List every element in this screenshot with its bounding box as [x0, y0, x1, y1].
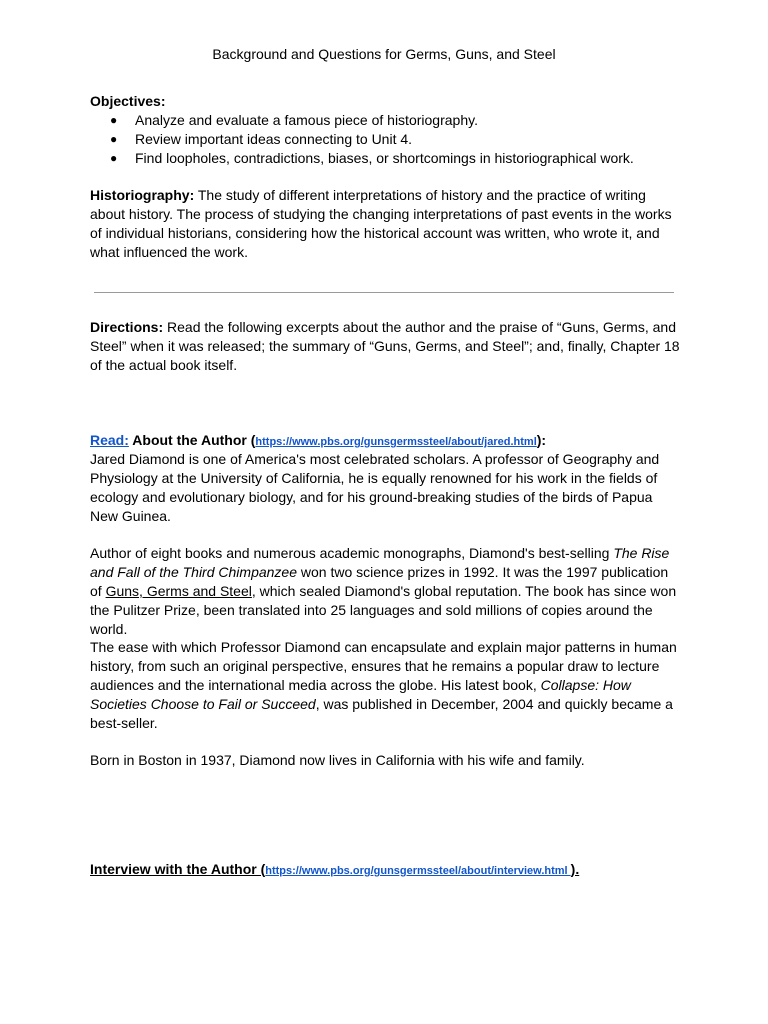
historiography-definition: The study of different interpretations of history and the practice of writing about history. The process of studying the changing interpretations of past events in the works of individual historians, considering how the historical account was written, who wrote it, and what influenced the work. [90, 187, 672, 260]
born-paragraph: Born in Boston in 1937, Diamond now lives in California with his wife and family. [90, 752, 585, 768]
list-item [110, 111, 634, 130]
objective-text: Analyze and evaluate a famous piece of historiography. [135, 112, 478, 128]
ease-text-1: The ease with which Professor Diamond can encapsulate and explain major patterns in human history, from such an original perspective, ensures that he remains a popular draw to lecture audiences and the international media across the globe. His latest book, [90, 639, 677, 693]
books-text-3: , which sealed Diamond's global reputation. The book has since won the Pulitzer Prize, been translated into 25 languages and sold millions of copies around the world. [90, 583, 677, 637]
author-bio-paragraph: Jared Diamond is one of America's most celebrated scholars. A professor of Geography and Physiology at the University of California, he is equally renowned for his work in the fields of ecology and evolutionary biology, and for his ground-breaking studies of the birds of Papua New Guinea. [90, 451, 660, 524]
books-text-2: won two science prizes in 1992. It was the 1997 publication of [90, 564, 669, 599]
list-item [110, 149, 634, 168]
objective-text: Find loopholes, contradictions, biases, or shortcomings in historiographical work. [135, 150, 634, 166]
directions-label: Directions: [90, 319, 164, 335]
bullet-icon: ● [110, 132, 118, 146]
about-author-heading [90, 431, 682, 452]
read-label: Read: [90, 432, 129, 448]
interview-heading [90, 860, 682, 881]
objective-text: Review important ideas connecting to Unit 4. [135, 131, 413, 147]
directions-text: Read the following excerpts about the author and the praise of “Guns, Germs, and Steel” when it was released; the summary of “Guns, Germs, and Steel”; and, finally, Chapter 18 of the actual book itself. [90, 319, 680, 373]
list-item [110, 130, 634, 149]
horizontal-divider [94, 292, 674, 293]
objectives-list [110, 111, 634, 168]
historiography-paragraph [90, 186, 682, 262]
about-author-link[interactable]: https://www.pbs.org/gunsgermssteel/about/jared.html [255, 436, 537, 448]
directions-paragraph [90, 318, 682, 375]
interview-link[interactable]: https://www.pbs.org/gunsgermssteel/about/interview.html [265, 865, 571, 877]
book-title-chimpanzee: The Rise and Fall of the Third Chimpanzee [90, 545, 670, 580]
interview-heading-end: ). [570, 861, 580, 877]
bullet-icon: ● [110, 113, 118, 127]
book-link-ggs[interactable]: Guns, Germs and Steel [105, 583, 252, 599]
books-text-1: Author of eight books and numerous academic monographs, Diamond's best-selling [90, 545, 614, 561]
historiography-term: Historiography: [90, 187, 195, 203]
ease-text-2: , was published in December, 2004 and quickly became a best-seller. [90, 696, 673, 731]
objectives-heading: Objectives: [90, 93, 166, 109]
bullet-icon: ● [110, 151, 118, 165]
ease-paragraph [90, 638, 682, 733]
book-title-collapse: Collapse: How Societies Choose to Fail or Succeed [90, 677, 631, 712]
about-author-heading-end: ): [536, 432, 547, 448]
books-paragraph [90, 544, 682, 639]
document-title: Background and Questions for Germs, Guns, and Steel [212, 46, 556, 62]
about-author-title: About the Author ( [128, 432, 256, 448]
interview-title: Interview with the Author ( [90, 861, 266, 877]
